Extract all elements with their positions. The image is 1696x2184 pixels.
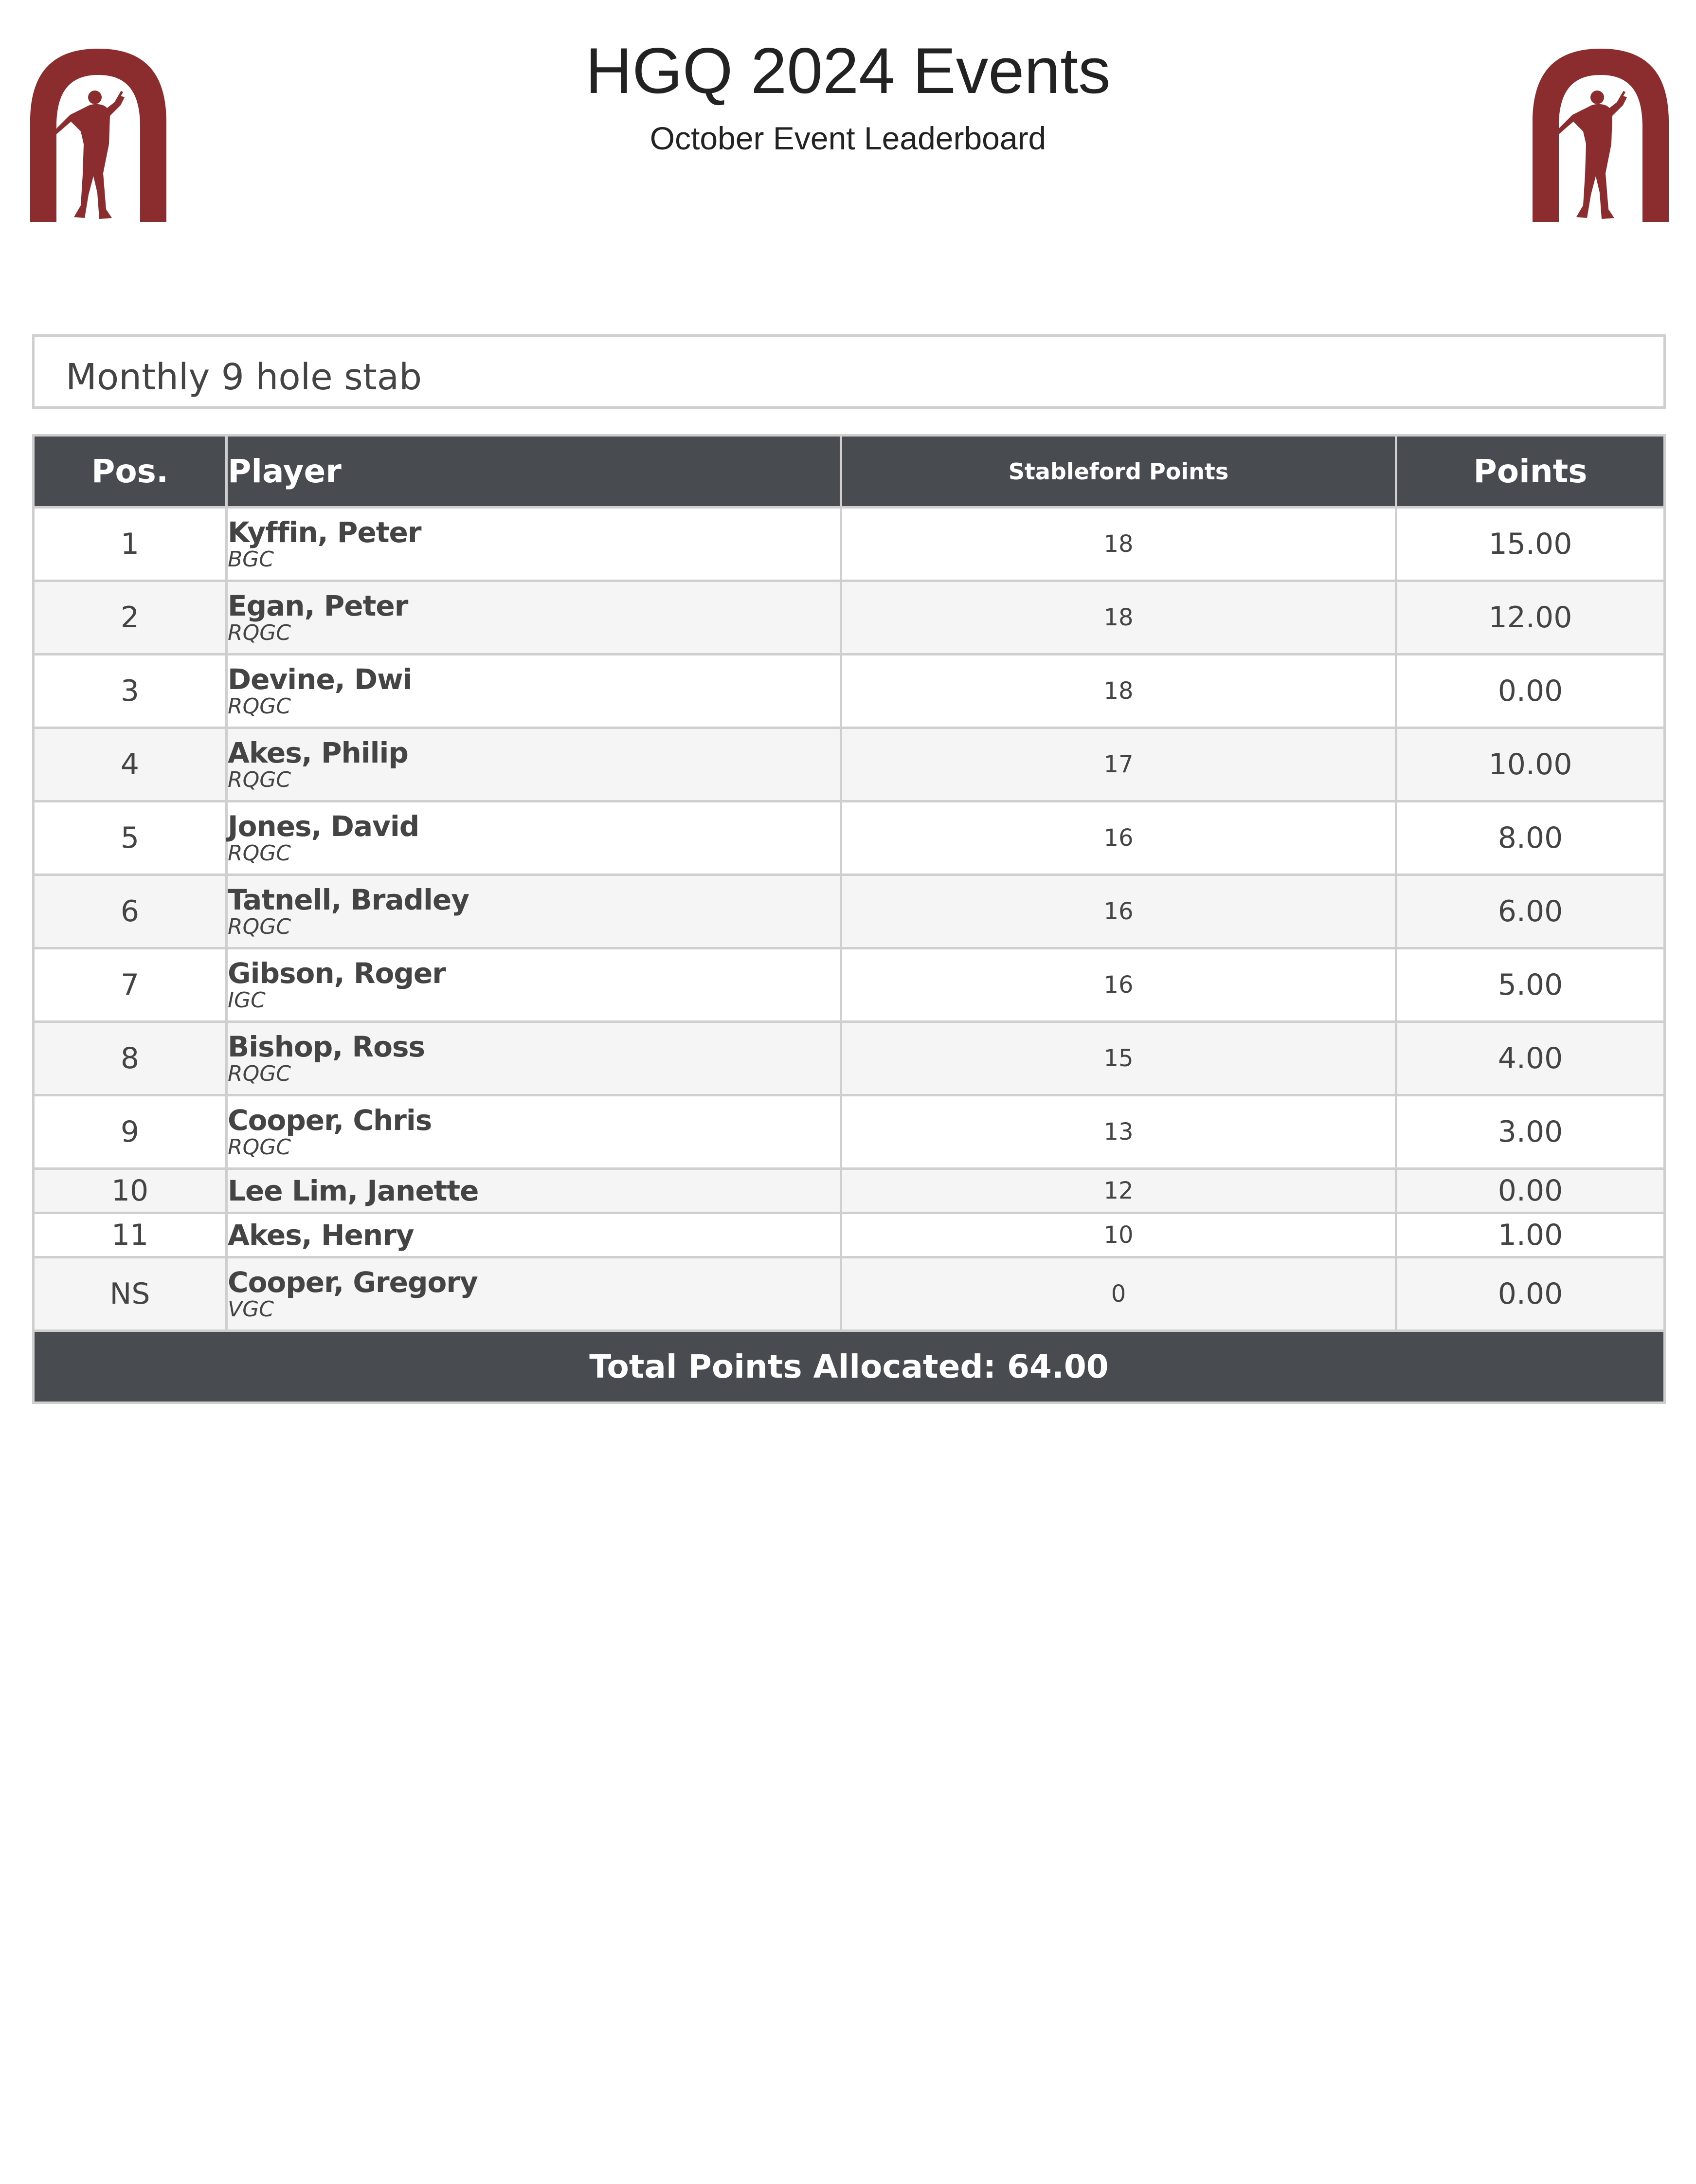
page-title: HGQ 2024 Events	[585, 35, 1111, 107]
column-header-stableford: Stableford Points	[841, 436, 1396, 508]
cell-pos: 4	[34, 728, 227, 801]
player-club: RQGC	[228, 1135, 291, 1160]
player-club: RQGC	[228, 620, 291, 645]
table-row	[34, 948, 1665, 1022]
player-club: RQGC	[228, 914, 291, 939]
cell-pos: 5	[34, 801, 227, 875]
cell-points: 10.00	[1396, 728, 1665, 801]
cell-player	[227, 508, 841, 581]
table-footer-row	[34, 1331, 1665, 1403]
cell-player	[227, 875, 841, 948]
cell-player	[227, 1213, 841, 1257]
cell-stableford: 17	[841, 728, 1396, 801]
cell-points: 3.00	[1396, 1095, 1665, 1169]
player-name: Bishop, Ross	[228, 1030, 425, 1063]
player-name: Devine, Dwi	[228, 663, 412, 696]
cell-points: 15.00	[1396, 508, 1665, 581]
player-club: RQGC	[228, 767, 291, 792]
cell-pos: 10	[34, 1169, 227, 1213]
event-panel	[32, 334, 1666, 409]
player-club: IGC	[228, 988, 266, 1013]
cell-points: 6.00	[1396, 875, 1665, 948]
player-name: Lee Lim, Janette	[228, 1174, 479, 1207]
player-name: Jones, David	[228, 810, 419, 843]
column-header-points: Points	[1396, 436, 1665, 508]
cell-pos: 9	[34, 1095, 227, 1169]
cell-stableford: 18	[841, 655, 1396, 728]
cell-points: 0.00	[1396, 1169, 1665, 1213]
table-row	[34, 801, 1665, 875]
cell-player	[227, 581, 841, 655]
table-row	[34, 1213, 1665, 1257]
cell-pos: 11	[34, 1213, 227, 1257]
player-club: RQGC	[228, 841, 291, 866]
table-row	[34, 1257, 1665, 1331]
player-club: RQGC	[228, 1061, 291, 1086]
cell-pos: NS	[34, 1257, 227, 1331]
cell-stableford: 12	[841, 1169, 1396, 1213]
cell-player	[227, 1022, 841, 1095]
table-header-row	[34, 436, 1665, 508]
cell-stableford: 0	[841, 1257, 1396, 1331]
player-name: Tatnell, Bradley	[228, 883, 469, 916]
cell-player	[227, 728, 841, 801]
cell-pos: 3	[34, 655, 227, 728]
cell-pos: 2	[34, 581, 227, 655]
leaderboard-table	[32, 434, 1666, 1404]
cell-player	[227, 948, 841, 1022]
cell-points: 0.00	[1396, 1257, 1665, 1331]
cell-stableford: 16	[841, 948, 1396, 1022]
page-subtitle: October Event Leaderboard	[650, 120, 1046, 156]
cell-stableford: 16	[841, 875, 1396, 948]
player-name: Egan, Peter	[228, 589, 408, 622]
player-name: Akes, Henry	[228, 1219, 414, 1252]
table-row	[34, 1169, 1665, 1213]
player-name: Kyffin, Peter	[228, 516, 421, 549]
total-points-allocated: Total Points Allocated: 64.00	[34, 1331, 1665, 1403]
cell-stableford: 16	[841, 801, 1396, 875]
cell-pos: 6	[34, 875, 227, 948]
cell-points: 5.00	[1396, 948, 1665, 1022]
cell-stableford: 18	[841, 581, 1396, 655]
cell-player	[227, 655, 841, 728]
table-row	[34, 728, 1665, 801]
cell-player	[227, 801, 841, 875]
column-header-pos: Pos.	[34, 436, 227, 508]
player-name: Cooper, Chris	[228, 1104, 432, 1137]
cell-points: 4.00	[1396, 1022, 1665, 1095]
cell-pos: 7	[34, 948, 227, 1022]
cell-player	[227, 1169, 841, 1213]
cell-stableford: 15	[841, 1022, 1396, 1095]
cell-player	[227, 1095, 841, 1169]
cell-pos: 8	[34, 1022, 227, 1095]
cell-pos: 1	[34, 508, 227, 581]
player-club: RQGC	[228, 694, 291, 719]
cell-points: 8.00	[1396, 801, 1665, 875]
table-row	[34, 1022, 1665, 1095]
player-name: Gibson, Roger	[228, 957, 446, 990]
event-name: Monthly 9 hole stab	[66, 356, 422, 398]
player-name: Cooper, Gregory	[228, 1266, 478, 1299]
table-row	[34, 508, 1665, 581]
table-row	[34, 581, 1665, 655]
cell-points: 0.00	[1396, 655, 1665, 728]
cell-stableford: 13	[841, 1095, 1396, 1169]
player-club: BGC	[228, 547, 274, 572]
table-row	[34, 655, 1665, 728]
player-club: VGC	[228, 1297, 274, 1322]
cell-points: 12.00	[1396, 581, 1665, 655]
cell-stableford: 18	[841, 508, 1396, 581]
player-name: Akes, Philip	[228, 736, 408, 769]
cell-stableford: 10	[841, 1213, 1396, 1257]
cell-points: 1.00	[1396, 1213, 1665, 1257]
column-header-player: Player	[227, 436, 841, 508]
cell-player	[227, 1257, 841, 1331]
table-row	[34, 875, 1665, 948]
table-row	[34, 1095, 1665, 1169]
